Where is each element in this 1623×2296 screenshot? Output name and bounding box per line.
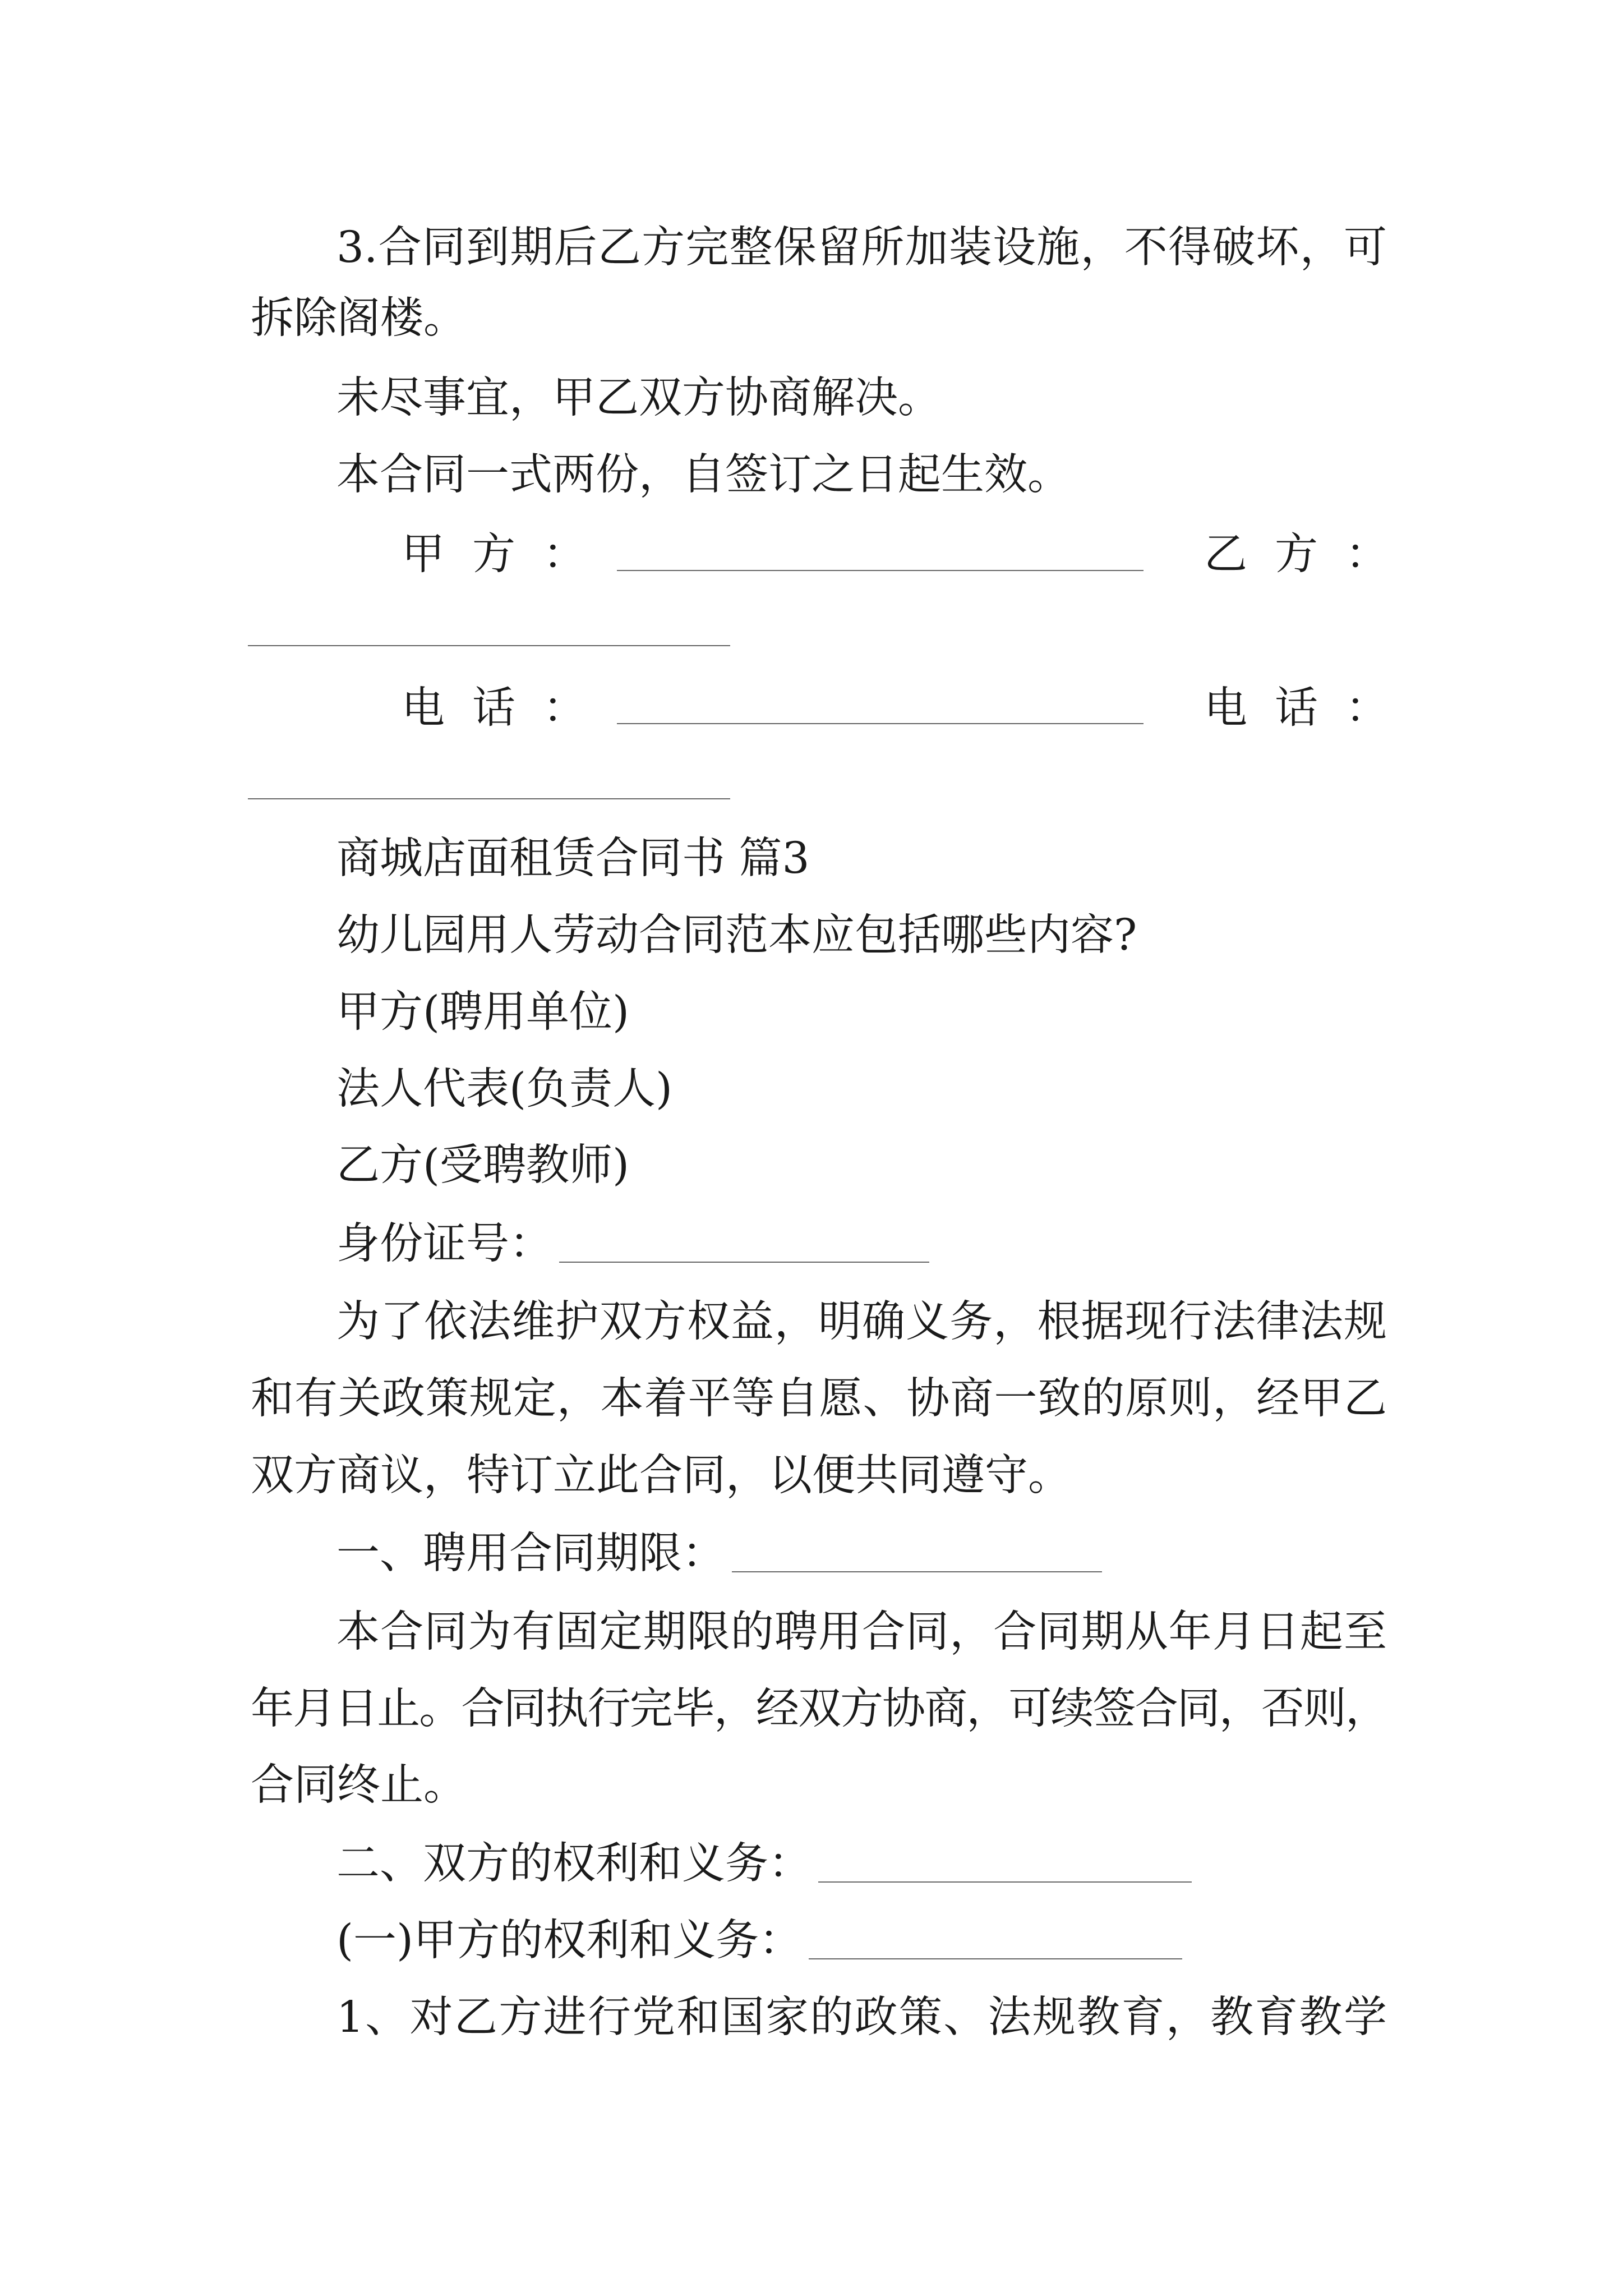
clause-item-3-line-2: 拆除阁楼。: [251, 293, 467, 343]
clause-1-body-line-1: 本合同为有固定期限的聘用合同，合同期从年月日起至: [336, 1607, 1387, 1657]
party-a-line: 甲方(聘用单位): [336, 987, 630, 1037]
party-b-signature-blank: [248, 645, 730, 646]
subsection-1-heading: (一)甲方的权利和义务：: [336, 1916, 803, 1966]
party-b-phone-blank: [248, 798, 730, 799]
preamble-line-3: 双方商议，特订立此合同，以便共同遵守。: [251, 1451, 1071, 1501]
section-heading: 商城店面租赁合同书 篇3: [336, 834, 810, 884]
id-number-blank: [559, 1262, 929, 1263]
clause-2-blank: [818, 1881, 1192, 1883]
id-number-line: [336, 1216, 929, 1272]
party-b-line: 乙方(受聘教师): [336, 1140, 630, 1190]
clause-1-body-line-3: 合同终止。: [251, 1760, 467, 1810]
party-b-phone-label: 电话：: [1204, 683, 1416, 733]
subsection-1-item-1: 1、对乙方进行党和国家的政策、法规教育，教育教学: [336, 1993, 1387, 2042]
validity-text: 本合同一式两份，自签订之日起生效。: [336, 450, 1071, 500]
id-number-label: 身份证号：: [336, 1219, 552, 1269]
unresolved-matters-text: 未尽事宜，甲乙双方协商解决。: [336, 373, 941, 423]
party-b-signature-label: 乙方：: [1204, 530, 1416, 579]
subsection-1-blank: [809, 1958, 1182, 1959]
subsection-1-heading-line: [336, 1913, 1182, 1969]
legal-representative-line: 法人代表(负责人): [336, 1064, 673, 1114]
party-a-signature-label: 甲方：: [402, 530, 614, 579]
clause-1-heading-line: [336, 1526, 1102, 1582]
preamble-line-1: 为了依法维护双方权益，明确义务，根据现行法律法规: [336, 1297, 1387, 1347]
party-a-phone-blank: [617, 723, 1144, 724]
party-a-phone-label: 电话：: [402, 683, 614, 733]
section-question: 幼儿园用人劳动合同范本应包括哪些内容?: [336, 910, 1137, 960]
clause-item-3-line-1: 3.合同到期后乙方完整保留所加装设施，不得破坏，可: [336, 223, 1387, 273]
clause-2-heading-line: [336, 1836, 1192, 1892]
preamble-line-2: 和有关政策规定，本着平等自愿、协商一致的原则，经甲乙: [251, 1374, 1387, 1424]
clause-1-blank: [732, 1571, 1102, 1572]
clause-1-body-line-2: 年月日止。合同执行完毕，经双方协商，可续签合同，否则，: [251, 1684, 1387, 1734]
party-a-signature-blank: [617, 570, 1144, 571]
clause-1-heading: 一、聘用合同期限：: [336, 1529, 725, 1579]
clause-2-heading: 二、双方的权利和义务：: [336, 1839, 811, 1889]
